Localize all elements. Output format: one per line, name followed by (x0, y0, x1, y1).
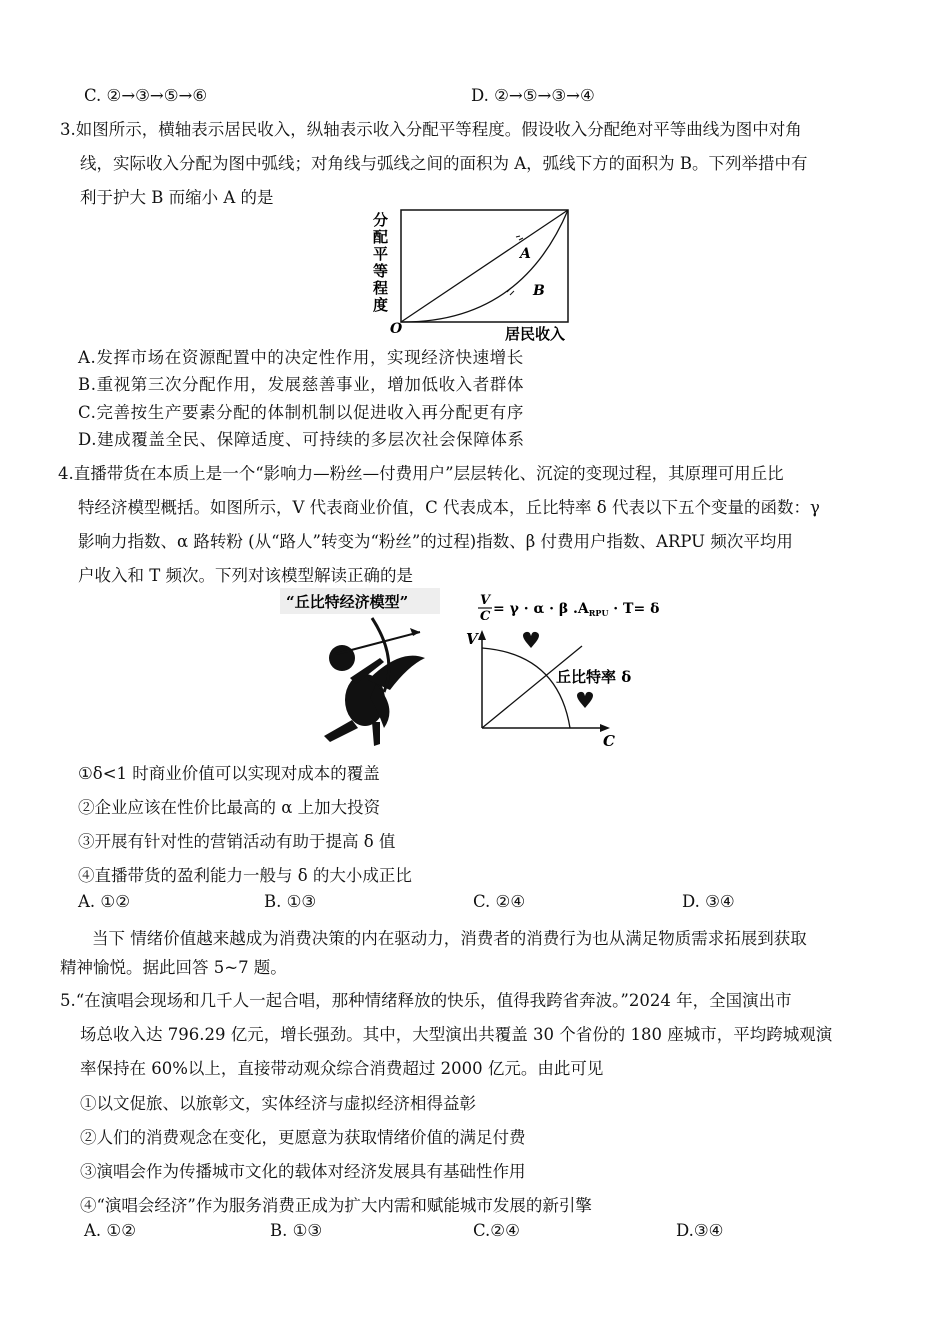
q4-axis-v-label: V (466, 630, 478, 648)
q5-stem-line-2: 场总收入达 796.29 亿元，增长强劲。其中，大型演出共覆盖 30 个省份的 180 座城市，平均跨城观演 (80, 1025, 833, 1044)
q3-stem-line-3: 利于护大 B 而缩小 A 的是 (80, 188, 274, 207)
q4-cupid-model-figure (280, 588, 700, 753)
q4-figure-title: “丘比特经济模型” (286, 593, 409, 611)
q3-income-distribution-figure (370, 205, 585, 343)
q3-origin-label: O (390, 321, 403, 337)
svg-text:V: V (480, 593, 491, 608)
q4-axis-c-label: C (603, 732, 615, 750)
svg-text:平: 平 (373, 245, 389, 263)
q3-label-b: B (533, 283, 545, 299)
q4-stem-line-1: 4.直播带货在本质上是一个“影响力—粉丝—付费用户”层层转化、沉淀的变现过程，其原理可用丘比 (58, 464, 784, 483)
svg-text:程: 程 (373, 279, 389, 297)
svg-text:分: 分 (373, 211, 389, 229)
q4-rate-label: 丘比特率 δ (556, 668, 632, 686)
svg-text:C: C (480, 609, 491, 624)
q3-option-a: A.发挥市场在资源配置中的决定性作用，实现经济快速增长 (78, 348, 524, 367)
q5-stem-line-1: 5.“在演唱会现场和几千人一起合唱，那种情绪释放的快乐，值得我跨省奔波。”2024 年，全国演出市 (60, 991, 792, 1010)
q4-stem-line-4: 户收入和 T 频次。下列对该模型解读正确的是 (78, 566, 413, 585)
q3-stem-line-1: 3.如图所示，横轴表示居民收入，纵轴表示收入分配平等程度。假设收入分配绝对平等曲线为图中对角 (60, 120, 802, 139)
q5-stem-line-3: 率保持在 60%以上，直接带动观众综合消费超过 2000 亿元。由此可见 (80, 1059, 604, 1078)
q5-option-c: C.②④ (473, 1221, 520, 1240)
intro-line-1: 当下 情绪价值越来越成为消费决策的内在驱动力，消费者的消费行为也从满足物质需求拓展到获取 (92, 929, 807, 948)
q5-item-2: ②人们的消费观念在变化，更愿意为获取情绪价值的满足付费 (80, 1128, 526, 1147)
q3-x-axis-label: 居民收入 (505, 325, 566, 343)
q4-item-3: ③开展有针对性的营销活动有助于提高 δ 值 (78, 832, 396, 851)
q3-stem-line-2: 线，实际收入分配为图中弧线；对角线与弧线之间的面积为 A，弧线下方的面积为 B。下列举措中有 (80, 154, 808, 173)
q4-option-a: A. ①② (78, 892, 130, 911)
q5-item-4: ④“演唱会经济”作为服务消费正成为扩大内需和赋能城市发展的新引擎 (80, 1196, 592, 1215)
cupid-icon (324, 618, 425, 746)
q3-option-c: C.完善按生产要素分配的体制机制以促进收入再分配更有序 (78, 403, 524, 422)
svg-text:= γ · α · β .ARPU · T= δ: = γ · α · β $.A_{RPU} \cdot T= \delta$ (493, 601, 660, 618)
svg-text:度: 度 (373, 296, 389, 314)
q4-stem-line-2: 特经济模型概括。如图所示，V 代表商业价值，C 代表成本，丘比特率 δ 代表以下五个变量的函数：γ (78, 498, 820, 517)
prev-option-d: D. ②→⑤→③→④ (471, 86, 595, 105)
q4-formula (478, 593, 659, 624)
q5-item-1: ①以文促旅、以旅彰文，实体经济与虚拟经济相得益彰 (80, 1094, 476, 1113)
prev-option-c: C. ②→③→⑤→⑥ (84, 86, 208, 105)
q4-item-2: ②企业应该在性价比最高的 α 上加大投资 (78, 798, 381, 817)
q3-y-axis-label (373, 211, 388, 314)
intro-line-2: 精神愉悦。据此回答 5~7 题。 (60, 958, 287, 977)
q5-option-d: D.③④ (676, 1221, 724, 1240)
heart-icon (523, 632, 539, 648)
q3-option-d: D.建成覆盖全民、保障适度、可持续的多层次社会保障体系 (78, 430, 525, 449)
q3-label-a: A (520, 246, 531, 262)
q3-option-b: B.重视第三次分配作用，发展慈善事业，增加低收入者群体 (78, 375, 525, 394)
q4-option-d: D. ③④ (682, 892, 735, 911)
q5-option-a: A. ①② (84, 1221, 136, 1240)
q4-option-b: B. ①③ (264, 892, 317, 911)
q4-graph (466, 630, 631, 750)
q4-stem-line-3: 影响力指数、α 路转粉 (从“路人”转变为“粉丝”的过程)指数、β 付费用户指数、ARPU 频次平均用 (78, 532, 793, 551)
svg-text:配: 配 (373, 228, 389, 246)
q4-option-c: C. ②④ (473, 892, 526, 911)
q5-option-b: B. ①③ (270, 1221, 323, 1240)
q5-item-3: ③演唱会作为传播城市文化的载体对经济发展具有基础性作用 (80, 1162, 526, 1181)
broken-heart-icon (577, 692, 593, 708)
q4-item-1: ①δ<1 时商业价值可以实现对成本的覆盖 (78, 764, 380, 783)
svg-text:等: 等 (373, 262, 389, 280)
q4-item-4: ④直播带货的盈利能力一般与 δ 的大小成正比 (78, 866, 412, 885)
